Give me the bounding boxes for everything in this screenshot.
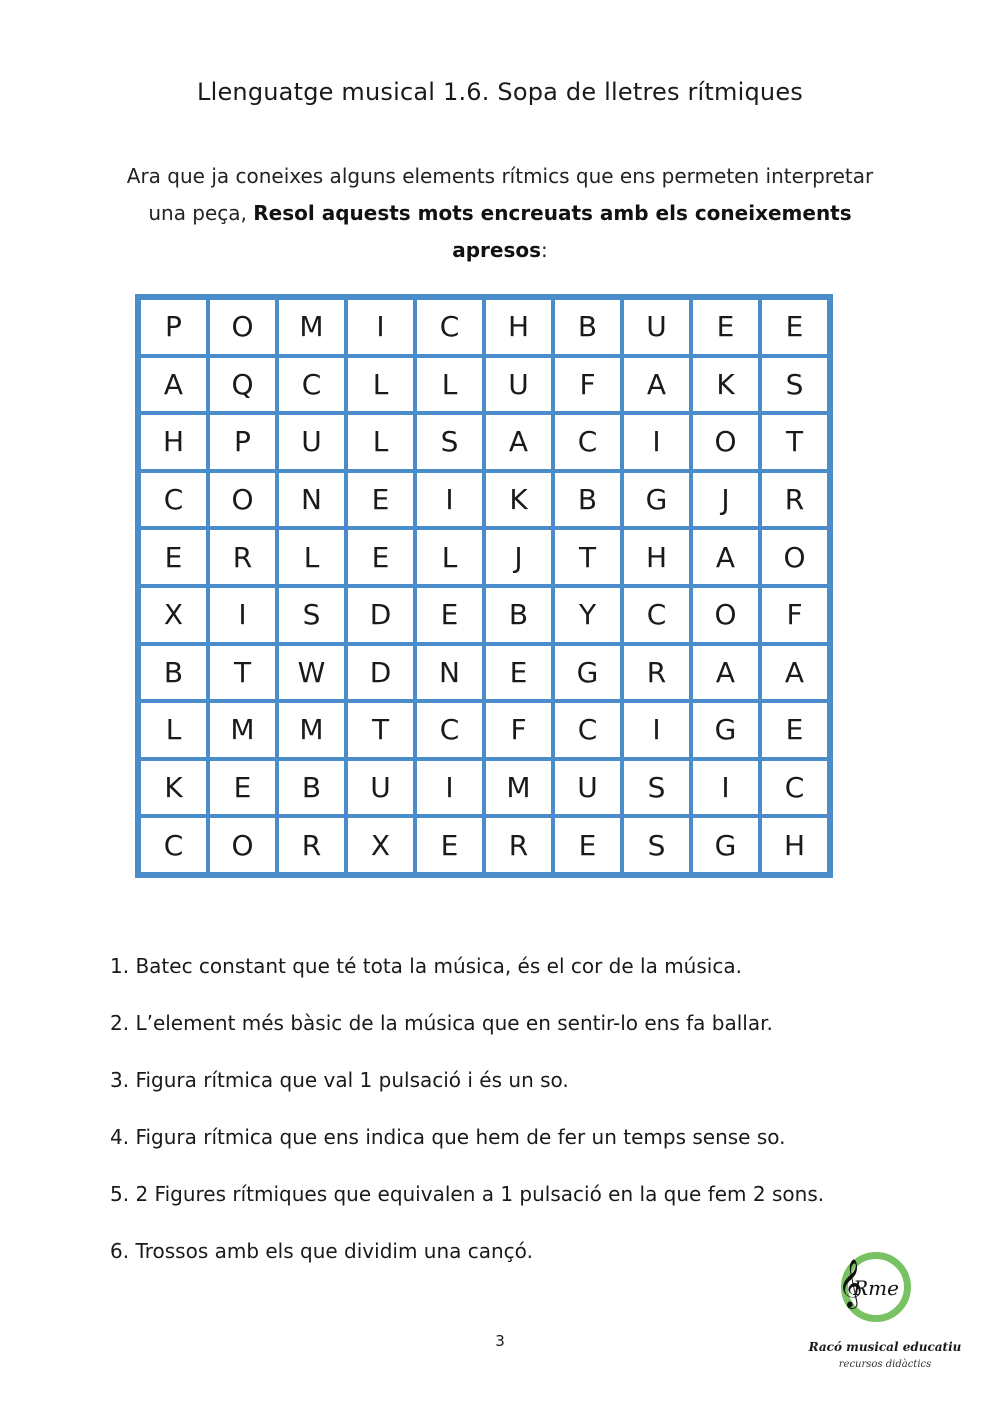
- grid-cell: E: [210, 761, 275, 815]
- grid-cell: U: [348, 761, 413, 815]
- grid-cell: A: [693, 530, 758, 584]
- grid-cell: B: [555, 300, 620, 354]
- logo-name: Racó musical educatiu: [808, 1340, 962, 1354]
- grid-cell: B: [555, 473, 620, 527]
- grid-cell: T: [210, 646, 275, 700]
- treble-clef-icon: 𝄞: [838, 1258, 863, 1307]
- grid-cell: S: [279, 588, 344, 642]
- grid-cell: D: [348, 588, 413, 642]
- grid-cell: I: [693, 761, 758, 815]
- grid-cell: G: [693, 703, 758, 757]
- clue-item: 1. Batec constant que té tota la música, és el cor de la música.: [110, 954, 742, 978]
- grid-cell: G: [624, 473, 689, 527]
- grid-cell: L: [417, 358, 482, 412]
- intro-line-2-start: una peça,: [148, 201, 254, 225]
- grid-cell: O: [693, 415, 758, 469]
- grid-cell: K: [693, 358, 758, 412]
- grid-cell: K: [486, 473, 551, 527]
- grid-cell: E: [417, 588, 482, 642]
- grid-cell: O: [762, 530, 827, 584]
- grid-cell: M: [210, 703, 275, 757]
- grid-cell: Q: [210, 358, 275, 412]
- grid-cell: N: [417, 646, 482, 700]
- grid-cell: I: [348, 300, 413, 354]
- grid-cell: J: [486, 530, 551, 584]
- grid-cell: T: [348, 703, 413, 757]
- grid-cell: U: [624, 300, 689, 354]
- logo-subtitle: recursos didàctics: [838, 1359, 932, 1370]
- grid-cell: H: [141, 415, 206, 469]
- grid-cell: R: [279, 818, 344, 872]
- intro-paragraph: [100, 158, 900, 269]
- grid-cell: O: [210, 473, 275, 527]
- grid-cell: B: [279, 761, 344, 815]
- grid-cell: S: [762, 358, 827, 412]
- grid-cell: J: [693, 473, 758, 527]
- grid-cell: R: [486, 818, 551, 872]
- grid-cell: C: [555, 415, 620, 469]
- grid-cell: L: [417, 530, 482, 584]
- grid-cell: O: [693, 588, 758, 642]
- grid-cell: R: [210, 530, 275, 584]
- grid-cell: E: [417, 818, 482, 872]
- grid-cell: E: [762, 300, 827, 354]
- clue-item: 4. Figura rítmica que ens indica que hem de fer un temps sense so.: [110, 1125, 786, 1149]
- grid-cell: T: [555, 530, 620, 584]
- grid-cell: E: [555, 818, 620, 872]
- page-title: Llenguatge musical 1.6. Sopa de lletres rítmiques: [197, 78, 803, 106]
- grid-cell: A: [762, 646, 827, 700]
- grid-cell: B: [141, 646, 206, 700]
- grid-cell: L: [348, 358, 413, 412]
- grid-cell: E: [141, 530, 206, 584]
- grid-cell: F: [486, 703, 551, 757]
- intro-line-1: Ara que ja coneixes alguns elements rítmics que ens permeten interpretar: [126, 164, 874, 188]
- grid-cell: X: [348, 818, 413, 872]
- grid-cell: E: [348, 530, 413, 584]
- grid-cell: C: [141, 473, 206, 527]
- grid-cell: E: [486, 646, 551, 700]
- grid-cell: T: [762, 415, 827, 469]
- grid-cell: E: [693, 300, 758, 354]
- grid-cell: S: [417, 415, 482, 469]
- page-number: 3: [495, 1332, 505, 1350]
- grid-cell: E: [762, 703, 827, 757]
- grid-cell: A: [624, 358, 689, 412]
- logo-mark: Rme: [853, 1276, 899, 1300]
- grid-cell: H: [486, 300, 551, 354]
- grid-cell: F: [555, 358, 620, 412]
- grid-cell: F: [762, 588, 827, 642]
- grid-cell: A: [693, 646, 758, 700]
- grid-cell: C: [624, 588, 689, 642]
- grid-cell: I: [624, 703, 689, 757]
- grid-cell: P: [141, 300, 206, 354]
- intro-instruction: Resol aquests mots encreuats amb els coneixements apresos: [253, 201, 852, 262]
- grid-cell: A: [486, 415, 551, 469]
- grid-cell: E: [348, 473, 413, 527]
- grid-cell: C: [279, 358, 344, 412]
- logo: [800, 1250, 980, 1390]
- clue-item: 5. 2 Figures rítmiques que equivalen a 1 pulsació en la que fem 2 sons.: [110, 1182, 825, 1206]
- grid-cell: D: [348, 646, 413, 700]
- grid-cell: C: [555, 703, 620, 757]
- grid-cell: I: [417, 473, 482, 527]
- intro-line-2-end: :: [541, 238, 548, 262]
- clue-item: 3. Figura rítmica que val 1 pulsació i és un so.: [110, 1068, 569, 1092]
- grid-cell: N: [279, 473, 344, 527]
- grid-cell: A: [141, 358, 206, 412]
- grid-cell: M: [486, 761, 551, 815]
- grid-cell: U: [486, 358, 551, 412]
- grid-cell: U: [279, 415, 344, 469]
- grid-cell: R: [762, 473, 827, 527]
- grid-cell: O: [210, 818, 275, 872]
- grid-cell: B: [486, 588, 551, 642]
- grid-cell: L: [348, 415, 413, 469]
- clue-item: 2. L’element més bàsic de la música que en sentir-lo ens fa ballar.: [110, 1011, 773, 1035]
- grid-cell: C: [417, 703, 482, 757]
- grid-cell: C: [141, 818, 206, 872]
- clue-list: [110, 944, 910, 1286]
- grid-cell: R: [624, 646, 689, 700]
- grid-cell: G: [555, 646, 620, 700]
- word-search-grid: [135, 294, 833, 878]
- grid-cell: U: [555, 761, 620, 815]
- grid-cell: S: [624, 761, 689, 815]
- grid-cell: P: [210, 415, 275, 469]
- grid-cell: W: [279, 646, 344, 700]
- grid-cell: S: [624, 818, 689, 872]
- grid-cell: G: [693, 818, 758, 872]
- grid-cell: L: [141, 703, 206, 757]
- grid-cell: L: [279, 530, 344, 584]
- grid-cell: K: [141, 761, 206, 815]
- grid-cell: X: [141, 588, 206, 642]
- grid-cell: C: [762, 761, 827, 815]
- grid-cell: M: [279, 300, 344, 354]
- clue-item: 6. Trossos amb els que dividim una cançó.: [110, 1239, 533, 1263]
- intro-line-2: [100, 195, 900, 269]
- grid-cell: I: [624, 415, 689, 469]
- grid-cell: I: [417, 761, 482, 815]
- grid-cell: I: [210, 588, 275, 642]
- grid-cell: H: [624, 530, 689, 584]
- grid-cell: M: [279, 703, 344, 757]
- grid-cell: H: [762, 818, 827, 872]
- grid-cell: Y: [555, 588, 620, 642]
- grid-cell: C: [417, 300, 482, 354]
- grid-cell: O: [210, 300, 275, 354]
